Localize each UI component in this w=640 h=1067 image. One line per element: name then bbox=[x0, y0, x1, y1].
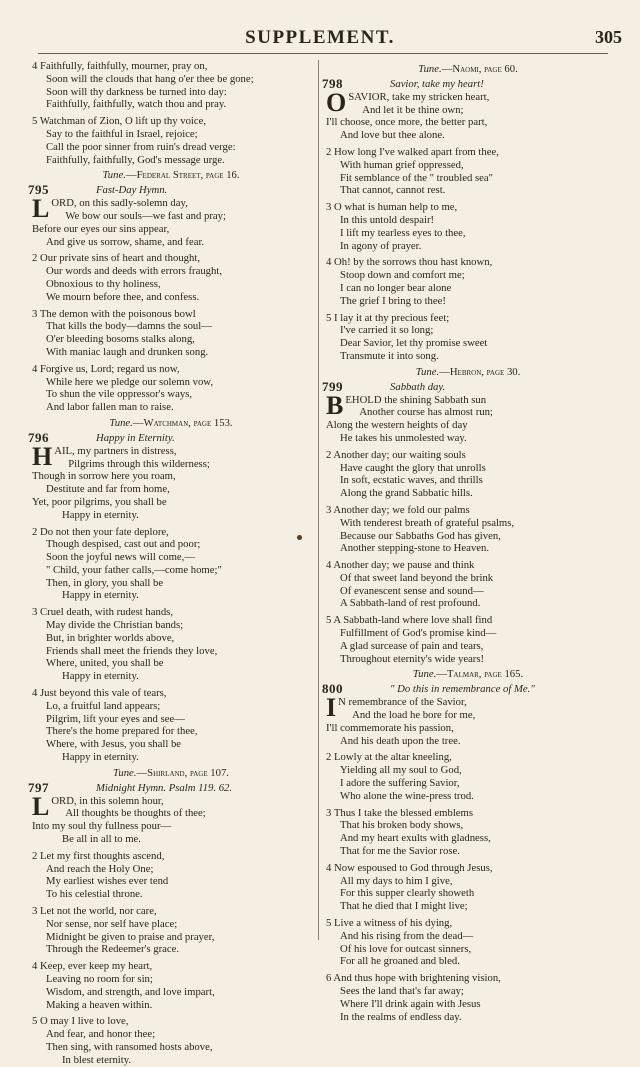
verse-line: 5 I lay it at thy precious feet; bbox=[326, 311, 450, 324]
stanza bbox=[32, 363, 310, 414]
verse-line: Another stepping-stone to Heaven. bbox=[340, 542, 489, 555]
tune-page: page 165. bbox=[484, 668, 524, 681]
tune-line bbox=[32, 417, 310, 430]
stanza bbox=[326, 972, 610, 1023]
tune-prefix: Tune. bbox=[412, 668, 437, 681]
tune-line bbox=[32, 169, 310, 182]
verse-line: And labor fallen man to raise. bbox=[46, 401, 174, 414]
verse-line: 2 Another day; our waiting souls bbox=[326, 448, 466, 461]
verse-line: Then, in glory, you shall be bbox=[46, 576, 164, 589]
drop-capital: O bbox=[326, 90, 347, 117]
hymn-subtitle: " Do this in remembrance of Me." bbox=[390, 683, 535, 696]
verse-line: And reach the Holy One; bbox=[46, 862, 154, 875]
verse-line: Sees the land that's far away; bbox=[340, 985, 464, 997]
stanza bbox=[326, 862, 610, 913]
hymn-subtitle: Midnight Hymn. Psalm 119. 62. bbox=[96, 781, 233, 794]
verse-line: 2 Our private sins of heart and thought, bbox=[32, 252, 200, 265]
verse-line: A glad surcease of pain and tears, bbox=[340, 639, 484, 652]
verse-line: Before our eyes our sins appear, bbox=[32, 222, 170, 235]
verse-line: With human grief oppressed, bbox=[340, 158, 464, 171]
tune-name: —Talmar, bbox=[436, 668, 482, 681]
verse-line: In soft, ecstatic waves, and thrills bbox=[340, 474, 483, 487]
verse-line: Then sing, with ransomed hosts above, bbox=[46, 1040, 213, 1053]
verse-line: 2 Let my first thoughts ascend, bbox=[32, 849, 165, 862]
first-stanza bbox=[326, 91, 610, 142]
verse-line: Soon will the clouds that hang o'er thee be gone; bbox=[46, 72, 254, 85]
verse-line: He takes his unmolested way. bbox=[340, 431, 467, 444]
verse-line: Along the grand Sabbatic hills. bbox=[340, 487, 473, 500]
verse-line: Happy in eternity. bbox=[62, 670, 139, 683]
hymn-number: 795 bbox=[28, 182, 49, 198]
verse-line: That cannot, cannot rest. bbox=[340, 184, 446, 197]
stanza bbox=[326, 312, 610, 363]
hymn-subtitle: Happy in Eternity. bbox=[96, 431, 175, 444]
stanza bbox=[32, 115, 310, 166]
verse-line: My earliest wishes ever tend bbox=[46, 875, 169, 888]
verse-line: ORD, in this solemn hour, bbox=[51, 794, 164, 807]
verse-line: Call the poor sinner from ruin's dread verge: bbox=[46, 140, 236, 153]
stanza bbox=[326, 504, 610, 555]
verse-line: Lo, a fruitful land appears; bbox=[46, 699, 161, 712]
stanza bbox=[32, 905, 310, 956]
verse-line: And the load he bore for me, bbox=[352, 709, 476, 722]
verse-line: 3 Let not the world, nor care, bbox=[32, 905, 157, 918]
tune-page: page 60. bbox=[484, 63, 518, 75]
drop-capital: L bbox=[32, 197, 50, 224]
column-divider bbox=[318, 60, 319, 940]
verse-line: Where, united, you shall be bbox=[46, 657, 164, 670]
verse-line: AIL, my partners in distress, bbox=[54, 444, 177, 457]
first-stanza bbox=[32, 795, 310, 846]
verse-line: Happy in eternity. bbox=[62, 751, 139, 764]
verse-line: 3 Thus I take the blessed emblems bbox=[326, 806, 474, 819]
hymn-subtitle: Sabbath day. bbox=[390, 380, 446, 393]
verse-line: Through the Redeemer's grace. bbox=[46, 943, 180, 956]
tune-line bbox=[326, 366, 610, 379]
verse-line: Transmute it into song. bbox=[340, 349, 439, 362]
verse-line: Happy in eternity. bbox=[62, 589, 139, 602]
drop-capital: H bbox=[32, 444, 53, 471]
verse-line: Nor sense, nor self have place; bbox=[46, 917, 178, 930]
verse-line: Faithfully, faithfully, watch thou and pray. bbox=[46, 98, 227, 111]
hymn-number: 800 bbox=[322, 681, 343, 697]
verse-line: The grief I bring to thee! bbox=[340, 294, 446, 307]
verse-line: That he died that I might live; bbox=[340, 900, 468, 913]
verse-line: Fit semblance of the " troubled sea" bbox=[340, 171, 493, 184]
tune-prefix: Tune. bbox=[418, 63, 442, 75]
verse-line: Obnoxious to thy holiness, bbox=[46, 277, 161, 290]
drop-capital: B bbox=[326, 393, 344, 420]
verse-line: Wisdom, and strength, and love impart, bbox=[46, 985, 215, 998]
verse-line: SAVIOR, take my stricken heart, bbox=[348, 90, 490, 103]
drop-capital: I bbox=[326, 696, 337, 723]
verse-line: 5 Watchman of Zion, O lift up thy voice, bbox=[32, 115, 207, 128]
hymn-number: 796 bbox=[28, 429, 49, 445]
verse-line: Our words and deeds with errors fraught, bbox=[46, 265, 222, 278]
verse-line: 3 Another day; we fold our palms bbox=[326, 503, 470, 516]
page-number: 305 bbox=[595, 27, 622, 47]
hymn-heading bbox=[28, 182, 310, 198]
verse-line: Stoop down and comfort me; bbox=[340, 269, 465, 282]
hymn-heading bbox=[322, 681, 610, 697]
verse-line: And give us sorrow, shame, and fear. bbox=[46, 235, 205, 248]
verse-line: 5 O may I live to love, bbox=[32, 1015, 129, 1028]
verse-line: " Child, your father calls,—come home;" bbox=[46, 563, 222, 576]
verse-line: Though despised, cast out and poor; bbox=[46, 538, 201, 551]
verse-line: 3 O what is human help to me, bbox=[326, 201, 458, 214]
verse-line: Say to the faithful in Israel, rejoice; bbox=[46, 127, 198, 140]
verse-line: Making a heaven within. bbox=[46, 998, 153, 1011]
verse-line: And fear, and honor thee; bbox=[46, 1028, 156, 1041]
verse-line: Midnight be given to praise and prayer, bbox=[46, 930, 215, 943]
verse-line: With tenderest breath of grateful psalms, bbox=[340, 516, 515, 529]
verse-line: Where I'll drink again with Jesus bbox=[340, 997, 481, 1010]
hymn-heading bbox=[28, 429, 310, 445]
verse-line: In agony of prayer. bbox=[340, 239, 422, 252]
hymn-subtitle: Savior, take my heart! bbox=[390, 77, 484, 90]
verse-line: To his celestial throne. bbox=[46, 888, 143, 901]
stanza bbox=[32, 252, 310, 303]
stanza bbox=[326, 201, 610, 252]
verse-line: Of evanescent sense and sound— bbox=[340, 584, 484, 597]
tune-name: —Naomi, bbox=[441, 63, 482, 75]
hymn-heading bbox=[322, 378, 610, 394]
tune-name: —Watchman, bbox=[132, 416, 191, 429]
verse-line: Pilgrims through this wilderness; bbox=[68, 457, 210, 470]
stanza bbox=[32, 1015, 310, 1066]
verse-line: I lift my tearless eyes to thee, bbox=[340, 226, 466, 239]
stanza bbox=[326, 449, 610, 500]
stanza bbox=[326, 559, 610, 610]
first-stanza bbox=[326, 394, 610, 445]
verse-line: 3 Cruel death, with rudest hands, bbox=[32, 606, 173, 619]
verse-line: Be all in all to me. bbox=[62, 833, 141, 846]
stanza bbox=[326, 146, 610, 197]
tune-line bbox=[32, 767, 310, 780]
verse-line: And love but thee alone. bbox=[340, 129, 445, 142]
verse-line: 4 Keep, ever keep my heart, bbox=[32, 960, 153, 973]
verse-line: ORD, on this sadly-solemn day, bbox=[51, 197, 188, 210]
verse-line: Of that sweet land beyond the brink bbox=[340, 571, 494, 584]
verse-line: EHOLD the shining Sabbath sun bbox=[345, 393, 487, 406]
verse-line: For all he groaned and bled. bbox=[340, 955, 460, 968]
verse-line: Yielding all my soul to God, bbox=[340, 764, 462, 777]
verse-line: Faithfully, faithfully, God's message urge. bbox=[46, 153, 225, 166]
tune-prefix: Tune. bbox=[113, 766, 137, 779]
verse-line: And his death upon the tree. bbox=[340, 734, 461, 747]
verse-line: Destitute and far from home, bbox=[46, 483, 170, 496]
hymn-heading bbox=[28, 779, 310, 795]
right-column bbox=[322, 60, 610, 1023]
verse-line: Who alone the wine-press trod. bbox=[340, 789, 474, 802]
verse-line: In this untold despair! bbox=[340, 213, 435, 226]
verse-line: 6 And thus hope with brightening vision, bbox=[326, 972, 501, 985]
verse-line: I can no longer bear alone bbox=[340, 281, 452, 294]
verse-line: With maniac laugh and drunken song. bbox=[46, 345, 209, 358]
tune-line bbox=[326, 668, 610, 681]
drop-capital: L bbox=[32, 794, 50, 821]
hymn-number: 797 bbox=[28, 779, 49, 795]
verse-line: Where, with Jesus, you shall be bbox=[46, 738, 182, 751]
verse-line: Along the western heights of day bbox=[326, 419, 468, 432]
verse-line: But, in brighter worlds above, bbox=[46, 631, 175, 644]
verse-line: I'll choose, once more, the better part, bbox=[326, 116, 488, 129]
verse-line: That for me the Savior rose. bbox=[340, 845, 460, 858]
first-stanza bbox=[32, 445, 310, 522]
stanza bbox=[32, 687, 310, 764]
tune-line bbox=[326, 63, 610, 76]
stanza bbox=[326, 751, 610, 802]
left-column bbox=[28, 60, 310, 1067]
verse-line: While here we pledge our solemn vow, bbox=[46, 375, 213, 388]
hymn-heading bbox=[322, 75, 610, 91]
verse-line: That his broken body shows, bbox=[340, 819, 464, 832]
page-title: SUPPLEMENT. bbox=[245, 27, 395, 48]
verse-line: For this supper clearly showeth bbox=[340, 887, 475, 900]
verse-line: And his rising from the dead— bbox=[340, 929, 474, 942]
hymn-number: 799 bbox=[322, 378, 343, 394]
verse-line: 4 Faithfully, faithfully, mourner, pray on, bbox=[32, 60, 208, 72]
verse-line: Because our Sabbaths God has given, bbox=[340, 529, 501, 542]
verse-line: Fulfillment of God's promise kind— bbox=[340, 627, 497, 640]
verse-line: 4 Forgive us, Lord; regard us now, bbox=[32, 362, 180, 375]
verse-line: 2 Lowly at the altar kneeling, bbox=[326, 751, 452, 764]
stanza bbox=[32, 606, 310, 683]
verse-line: 2 Do not then your fate deplore, bbox=[32, 525, 169, 538]
verse-line: I'll commemorate his passion, bbox=[326, 721, 454, 734]
first-stanza bbox=[32, 197, 310, 248]
stanza bbox=[326, 807, 610, 858]
verse-line: Friends shall meet the friends they love, bbox=[46, 644, 218, 657]
verse-line: Happy in eternity. bbox=[62, 508, 139, 521]
verse-line: That kills the body—damns the soul— bbox=[46, 320, 212, 333]
tune-name: —Federal Street, bbox=[125, 169, 204, 182]
stanza bbox=[32, 850, 310, 901]
verse-line: 5 A Sabbath-land where love shall find bbox=[326, 614, 493, 627]
verse-line: I've carried it so long; bbox=[340, 324, 434, 337]
tune-prefix: Tune. bbox=[109, 416, 133, 429]
verse-line: Into my soul thy fullness pour— bbox=[32, 820, 172, 833]
verse-line: Another course has almost run; bbox=[359, 406, 493, 419]
verse-line: We bow our souls—we fast and pray; bbox=[65, 209, 226, 222]
verse-line: And my heart exults with gladness, bbox=[340, 832, 491, 845]
stanza bbox=[32, 308, 310, 359]
verse-line: Throughout eternity's wide years! bbox=[340, 652, 485, 665]
header-rule bbox=[38, 53, 608, 54]
verse-line: 4 Another day; we pause and think bbox=[326, 559, 475, 572]
verse-line: 2 How long I've walked apart from thee, bbox=[326, 145, 499, 158]
verse-line: May divide the Christian bands; bbox=[46, 619, 184, 632]
tune-prefix: Tune. bbox=[102, 169, 126, 182]
verse-line: Soon the joyful news will come,— bbox=[46, 551, 196, 564]
verse-line: And let it be thine own; bbox=[362, 103, 464, 116]
verse-line: 5 Live a witness of his dying, bbox=[326, 917, 453, 930]
verse-line: In blest eternity. bbox=[62, 1053, 132, 1066]
verse-line: 4 Just beyond this vale of tears, bbox=[32, 687, 167, 700]
hymn-subtitle: Fast-Day Hymn. bbox=[96, 184, 168, 197]
stanza bbox=[326, 614, 610, 665]
tune-page: page 107. bbox=[189, 766, 229, 779]
verse-line: 4 Now espoused to God through Jesus, bbox=[326, 861, 493, 874]
verse-line: In the realms of endless day. bbox=[340, 1010, 462, 1023]
verse-line: Yet, poor pilgrims, you shall be bbox=[32, 495, 167, 508]
tune-page: page 16. bbox=[205, 169, 240, 182]
verse-line: Dear Savior, let thy promise sweet bbox=[340, 337, 488, 350]
stanza bbox=[32, 526, 310, 603]
verse-line: Have caught the glory that unrolls bbox=[340, 461, 486, 474]
hymn-number: 798 bbox=[322, 75, 343, 91]
verse-line: A Sabbath-land of rest profound. bbox=[340, 597, 481, 610]
verse-line: All thoughts be thoughts of thee; bbox=[65, 807, 206, 820]
tune-name: —Hebron, bbox=[439, 365, 484, 378]
verse-line: N remembrance of the Savior, bbox=[338, 696, 467, 709]
tune-prefix: Tune. bbox=[415, 365, 440, 378]
verse-line: Pilgrim, lift your eyes and see— bbox=[46, 712, 185, 725]
verse-line: Of his love for outcast sinners, bbox=[340, 942, 472, 955]
verse-line: Soon will thy darkness be turned into day: bbox=[46, 85, 227, 98]
verse-line: Leaving no room for sin; bbox=[46, 973, 153, 985]
verse-line: To shun the vile oppressor's ways, bbox=[46, 388, 193, 401]
stanza bbox=[326, 256, 610, 307]
tune-page: page 30. bbox=[486, 365, 521, 378]
stanza bbox=[32, 960, 310, 1011]
verse-line: 3 The demon with the poisonous bowl bbox=[32, 307, 196, 320]
verse-line: All my days to him I give, bbox=[340, 874, 453, 887]
verse-line: I adore the suffering Savior, bbox=[340, 777, 460, 790]
tune-name: —Shirland, bbox=[136, 766, 188, 779]
verse-line: O'er bleeding bosoms stalks along, bbox=[46, 333, 195, 346]
verse-line: 4 Oh! by the sorrows thou hast known, bbox=[326, 256, 493, 269]
verse-line: There's the home prepared for thee, bbox=[46, 725, 198, 738]
first-stanza bbox=[326, 696, 610, 747]
tune-page: page 153. bbox=[193, 416, 233, 429]
verse-line: We mourn before thee, and confess. bbox=[46, 290, 200, 303]
verse-line: Though in sorrow here you roam, bbox=[32, 470, 176, 483]
stanza bbox=[32, 60, 310, 111]
